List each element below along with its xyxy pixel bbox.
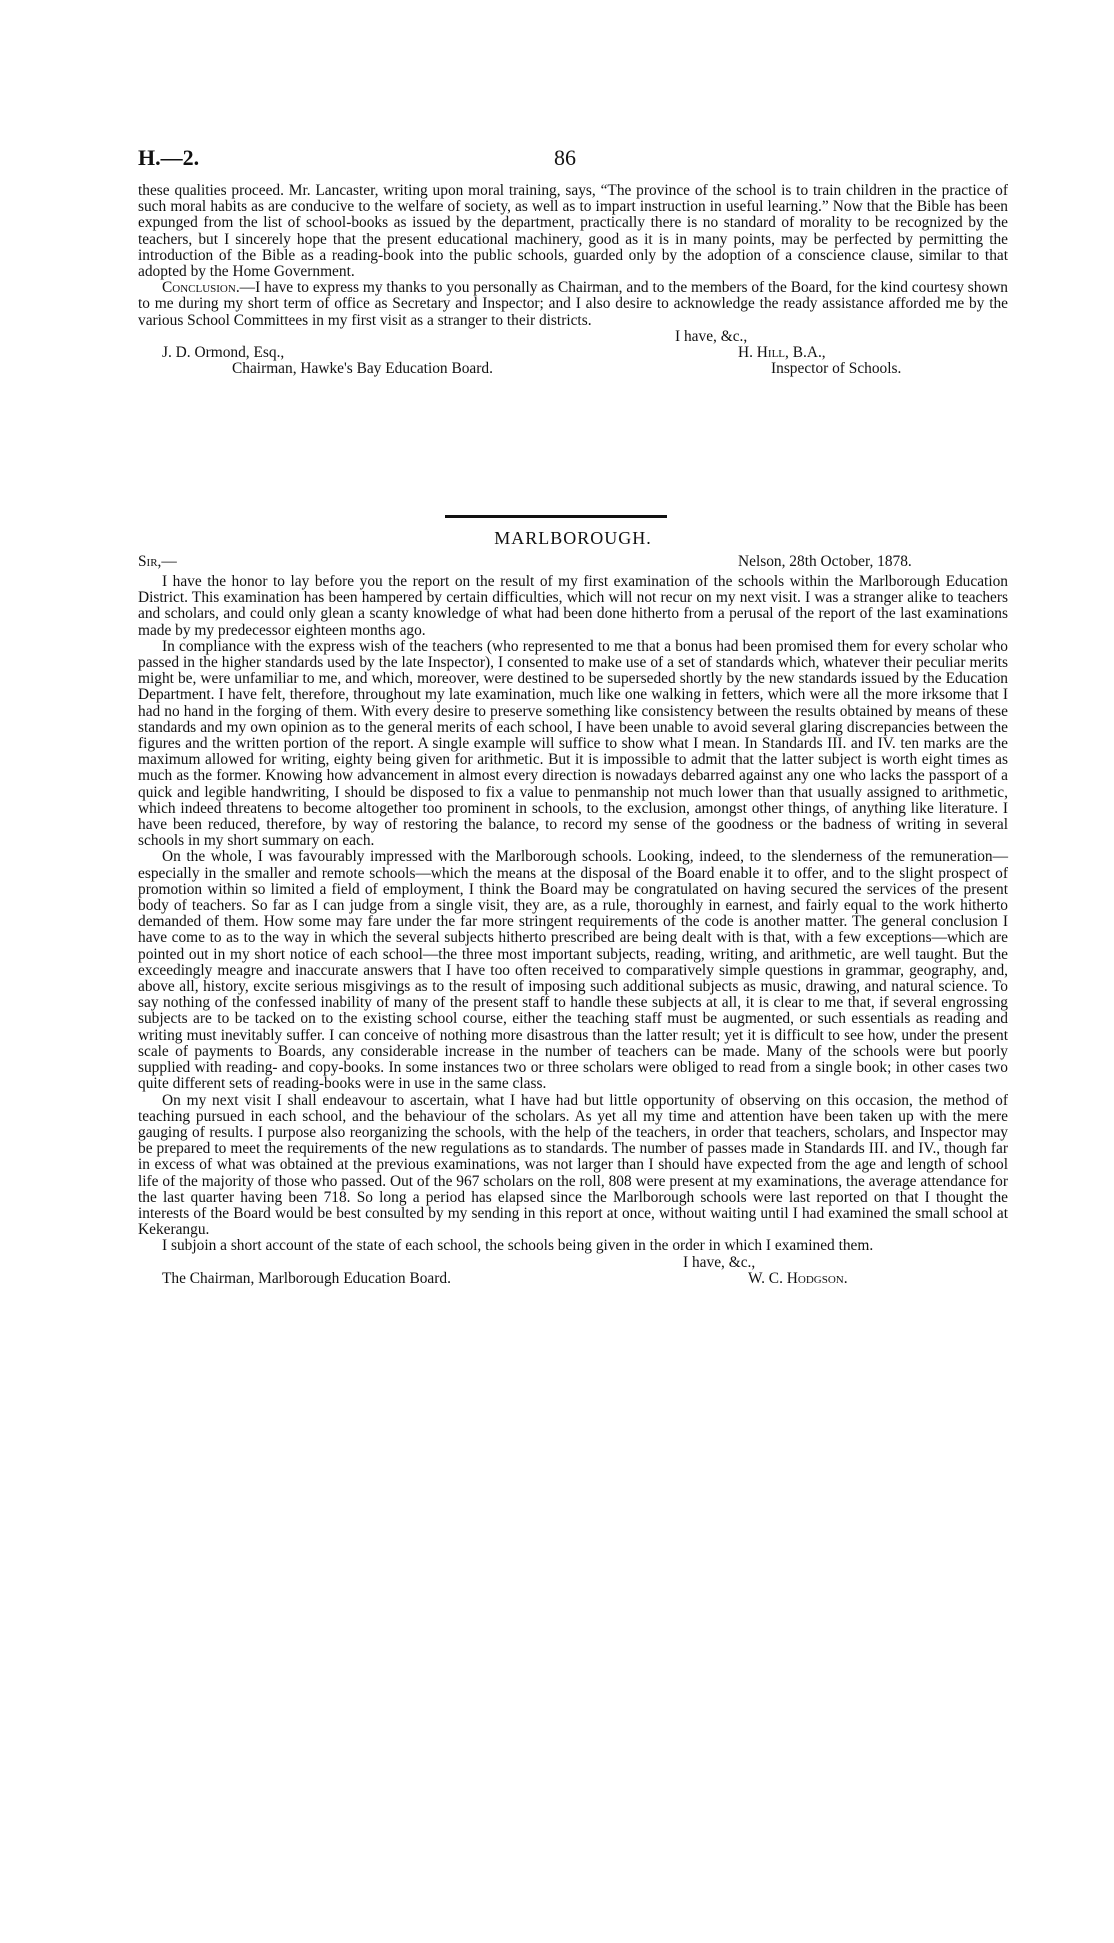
hill-report-end [138,183,1008,377]
closing-phrase: I have, &c., [683,1253,756,1271]
conclusion-text: —I have to express my thanks to you personally as Chairman, and to the members of the Board, for the kind courtesy shown to me during my short term of office as Secretary and Inspector; and I also desire to acknowledge the ready assistance afforded me by the various School Committees in my first visit as a stranger to their districts. [138,279,1008,329]
conclusion-paragraph [138,280,1008,329]
continuation-paragraph: these qualities proceed. Mr. Lancaster, writing upon moral training, says, “The province of the school is to train children in the practice of such moral habits as are conducive to the welfare of society, as well as to impart instruction in useful learning.” Now that the Bible has been expunged from the list of school-books as issued by the department, practically there is no standard of morality to be recognized by the teachers, but I sincerely hope that the present educational machinery, good as it is in many points, may be perfected by permitting the introduction of the Bible as a reading-book into the public schools, guarded only by the adoption of a conscience clause, similar to that adopted by the Home Government. [138,182,1008,281]
page-number: 86 [554,145,576,170]
report-paragraph: On the whole, I was favourably impressed with the Marlborough schools. Looking, indeed, to the slenderness of the remuneration—especially in the smaller and remote schools—which the means at the disposal of the Board enable it to offer, and to the slight prospect of promotion within so limited a field of employment, I think the Board may be congratulated on having secured the services of the present body of teachers. So far as I can judge from a single visit, they are, as a rule, thoroughly in earnest, and fairly equal to the work hitherto demanded of them. How some may fare under the far more stringent requirements of the code is another matter. The general conclusion I have come to as to the way in which the several subjects hitherto prescribed are being dealt with is that, with a few exceptions—which are pointed out in my short notice of each school—the three most important subjects, reading, writing, and arithmetic, are well taught. But the exceedingly meagre and inaccurate answers that I have too often received to comparatively simple questions in grammar, geography, and, above all, history, excite serious misgivings as to the result of imposing such additional subjects as music, drawing, and natural science. To say nothing of the confessed inability of many of the present staff to handle these subjects at all, it is clear to me that, if several engrossing subjects are to be tacked on to the existing school course, either the teaching staff must be augmented, or such essentials as reading and writing must inevitably suffer. I can conceive of nothing more disastrous than the latter result; yet it is difficult to see how, under the present scale of payments to Boards, any considerable increase in the number of teachers can be made. Many of the schools were but poorly supplied with reading- and copy-books. In some instances two or three scholars were obliged to read from a single book; in other cases two quite different sets of reading-books were in use in the same class. [138,848,1008,1093]
closing-phrase: I have, &c., [675,327,748,345]
report-paragraph: I subjoin a short account of the state of each school, the schools being given in the order in which I examined them. [162,1237,874,1255]
report-paragraph: I have the honor to lay before you the report on the result of my first examination of the schools within the Marlborough Education District. This examination has been hampered by certain difficulties, which will not recur on my next visit. I was a stranger alike to teachers and scholars, and could only glean a scanty knowledge of what had been done hitherto from a perusal of the report of the last examinations made by my predecessor eighteen months ago. [138,573,1008,639]
addressee-name: J. D. Ormond, Esq., [162,344,285,362]
marlborough-report [138,574,1008,1287]
conclusion-label: Conclusion. [162,279,240,297]
section-divider [445,515,667,518]
salutation-row [138,553,1008,571]
signature-row [138,1271,1008,1287]
salutation: Sir,— [138,553,177,570]
report-paragraph: On my next visit I shall endeavour to ascertain, what I have had but little opportunity of observing on this occasion, the method of teaching pursued in each school, and the behaviour of the scholars. As yet all my time and attention have been taken up with the mere gauging of results. I purpose also reorganizing the schools, with the help of the teachers, in order that teachers, scholars, and Inspector may be prepared to meet the requirements of the new regulations as to standards. The number of passes made in Standards III. and IV., though far in excess of what was obtained at the previous examinations, was not larger than I should have expected from the age and length of school life of the majority of those who passed. Out of the 967 scholars on the roll, 808 were present at my examinations, the average attendance for the last quarter having been 718. So long a period has elapsed since the Marlborough schools were last reported on that I thought the interests of the Board would be best consulted by my sending in this report at once, without waiting until I had examined the small school at Kekerangu. [138,1091,1008,1239]
names-row [138,345,1008,361]
signer-name: W. C. Hodgson. [748,1269,848,1287]
document-reference: H.—2. [138,145,200,170]
titles-row [138,361,1008,377]
addressee: The Chairman, Marlborough Education Board. [162,1269,451,1287]
section-heading: MARLBOROUGH. [494,528,652,548]
signer-name: H. Hill, B.A., [738,344,826,362]
signer-title: Inspector of Schools. [771,360,902,378]
closing-row [138,329,1008,345]
addressee-title: Chairman, Hawke's Bay Education Board. [232,360,493,378]
place-date: Nelson, 28th October, 1878. [738,553,912,570]
page-header [138,145,1008,175]
closing-row [138,1255,1008,1271]
report-paragraph: In compliance with the express wish of the teachers (who represented to me that a bonus had been promised them for every scholar who passed in the higher standards used by the late Inspector), I consented to make use of a set of standards which, whatever their peculiar merits might be, were unfamiliar to me, and which, moreover, were destined to be superseded shortly by the new standards issued by the Education Department. I have felt, therefore, throughout my late examination, much like one walking in fetters, which were all the more irksome that I had no hand in the forging of them. With every desire to preserve something like consistency between the results obtained by means of these standards and my own opinion as to the general merits of each school, I have been unable to avoid several glaring discrepancies between the figures and the written portion of the report. A single example will suffice to show what I mean. In Standards III. and IV. ten marks are the maximum allowed for writing, eighty being given for arithmetic. But it is impossible to admit that the latter subject is worth eight times as much as the former. Knowing how advancement in almost every direction is nowadays debarred against any one who lacks the passport of a quick and legible handwriting, I should be disposed to fix a value to penmanship not much lower than that usually assigned to arithmetic, which indeed threatens to become altogether too prominent in schools, to the exclusion, amongst other things, of anything like literature. I have been reduced, therefore, by way of restoring the balance, to record my sense of the goodness or the badness of writing in several schools in my short summary on each. [138,637,1008,850]
